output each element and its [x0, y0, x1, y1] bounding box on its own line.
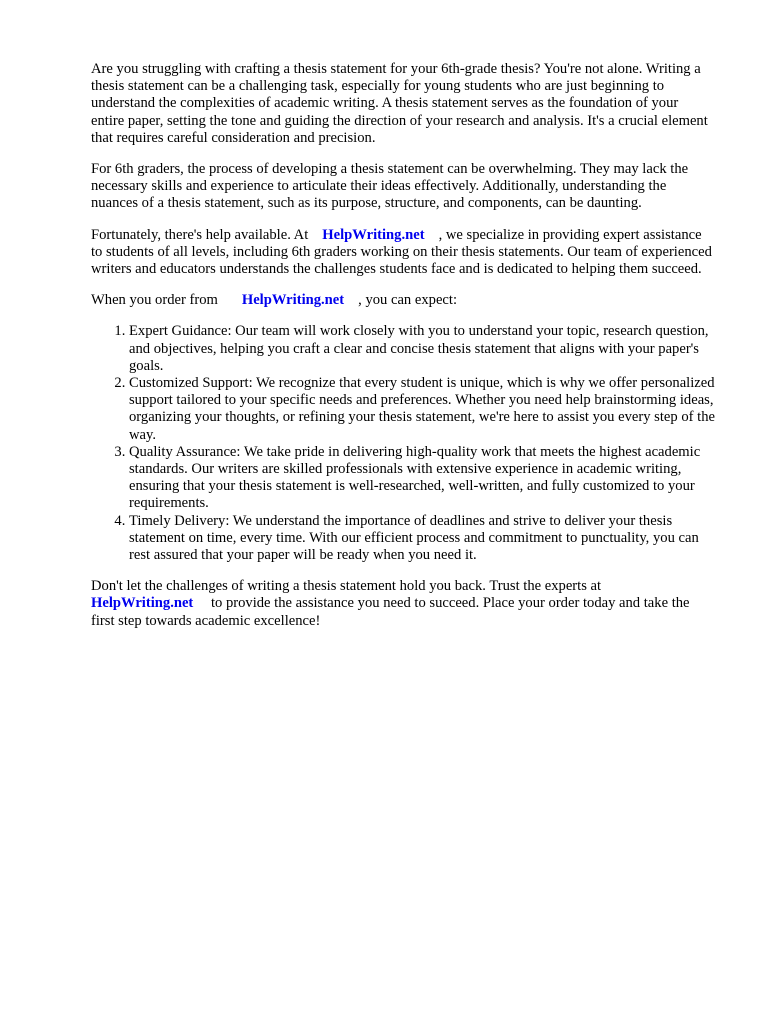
benefit-item-expert-guidance: 1. Expert Guidance: Our team will work closely with you to understand your topic, research question, and objectives, helping you craft a clear and concise thesis statement that aligns with your paper's goals.: [129, 323, 715, 375]
expect-paragraph: [91, 292, 715, 309]
help-text-before: Fortunately, there's help available. At: [91, 226, 309, 243]
help-paragraph: [91, 227, 715, 279]
closing-text-before: Don't let the challenges of writing a thesis statement hold you back. Trust the experts at: [91, 578, 602, 595]
intro-paragraph: Are you struggling with crafting a thesis statement for your 6th-grade thesis? You're not alone. Writing a thesis statement can be a challenging task, especially for young students who are just beginning to understand the complexities of academic writing. A thesis statement serves as the foundation of your entire paper, setting the tone and guiding the direction of your research and analysis. It's a crucial element that requires careful consideration and precision.: [91, 61, 708, 146]
helpwriting-link[interactable]: HelpWriting.net: [241, 292, 345, 309]
challenge-paragraph: For 6th graders, the process of developing a thesis statement can be overwhelming. They may lack the necessary skills and experience to articulate their ideas effectively. Additionally, understanding the nuances of a thesis statement, such as its purpose, structure, and components, can be daunting.: [91, 161, 689, 212]
document-page: [91, 61, 715, 644]
closing-text-after: to provide the assistance you need to succeed. Place your order today and take the first step towards academic excellence!: [91, 595, 690, 629]
helpwriting-link[interactable]: HelpWriting.net: [322, 226, 425, 243]
help-text-after: , we specialize in providing expert assistance to students of all levels, including 6th graders working on their thesis statements. Our team of experienced writers and educators understands the challenges students face and is dedicated to helping them succeed.: [91, 226, 712, 278]
expect-text-after: , you can expect:: [358, 292, 458, 309]
closing-paragraph: [91, 578, 715, 630]
benefit-item-timely-delivery: 4. Timely Delivery: We understand the importance of deadlines and strive to deliver your thesis statement on time, every time. With our efficient process and commitment to punctuality, you can rest assured that your paper will be ready when you need it.: [129, 513, 715, 565]
expect-text-before: When you order from: [91, 292, 218, 309]
benefit-item-quality-assurance: 3. Quality Assurance: We take pride in delivering high-quality work that meets the highest academic standards. Our writers are skilled professionals with extensive experience in academic writing, ensuring that your thesis statement is well-researched, well-written, and fully customized to your requirements.: [129, 444, 715, 513]
benefit-item-customized-support: 2. Customized Support: We recognize that every student is unique, which is why we offer personalized support tailored to your specific needs and preferences. Whether you need help brainstorming ideas, organizing your thoughts, or refining your thesis statement, we're here to assist you every step of the way.: [129, 375, 715, 444]
helpwriting-link[interactable]: HelpWriting.net: [91, 595, 194, 612]
benefits-list: [91, 323, 715, 564]
